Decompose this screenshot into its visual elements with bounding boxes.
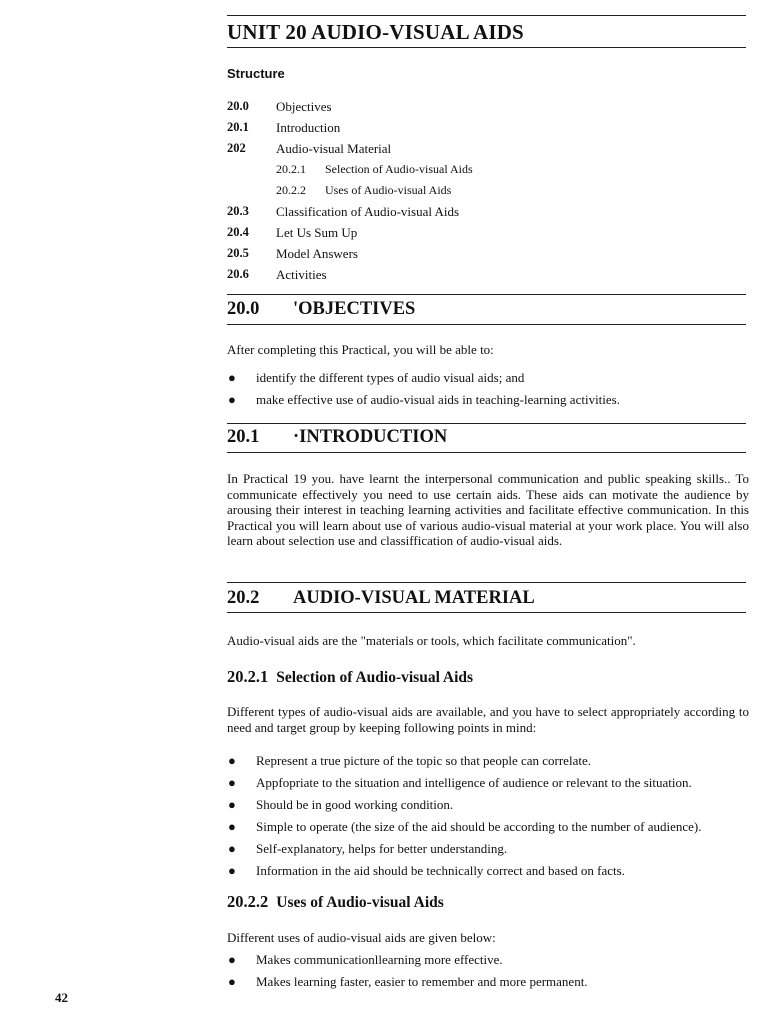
toc-item (227, 264, 746, 285)
introduction-paragraph: In Practical 19 you. have learnt the interpersonal communication and public speaking skills.. To communicate effectively you need to use certain aids. These aids can motivate the audience by arousing their interest in teaching learning activities and facilitate effective communication. In this Practical you will learn about use of various audio-visual material at your work place. You will also learn about selection use and classiffication of audio-visual aids. (227, 471, 749, 548)
structure-list (227, 96, 746, 285)
section-rule (227, 324, 746, 325)
toc-number: 20.3 (227, 204, 249, 218)
bullet-icon: ● (228, 974, 236, 989)
list-item: ● Self-explanatory, helps for better understanding. (227, 838, 751, 860)
subsection-title: Uses of Audio-visual Aids (276, 894, 444, 911)
toc-number: 20.6 (227, 267, 249, 281)
list-item: ● Simple to operate (the size of the aid should be according to the number of audience). (227, 816, 751, 838)
toc-number: 20.0 (227, 99, 249, 113)
section-rule (227, 582, 746, 583)
selection-heading (227, 667, 473, 687)
bullet-icon: ● (228, 370, 236, 385)
bullet-icon: ● (228, 841, 236, 856)
objectives-intro: After completing this Practical, you will be able to: (227, 342, 494, 357)
objectives-heading (227, 299, 415, 320)
uses-list (227, 949, 751, 993)
toc-title: Selection of Audio-visual Aids (325, 162, 473, 176)
toc-title: Introduction (276, 120, 341, 135)
list-item: ● Appfopriate to the situation and intelligence of audience or relevant to the situation. (227, 772, 751, 794)
section-title: 'OBJECTIVES (293, 299, 416, 319)
toc-number: 202 (227, 141, 246, 155)
toc-title: Classification of Audio-visual Aids (276, 204, 460, 219)
title-underline (227, 47, 746, 48)
unit-title: UNIT 20 AUDIO-VISUAL AIDS (227, 20, 524, 44)
material-paragraph: Audio-visual aids are the "materials or tools, which facilitate communication". (227, 633, 636, 648)
list-item: ● Information in the aid should be technically correct and based on facts. (227, 860, 751, 882)
top-rule (227, 15, 746, 16)
bullet-icon: ● (228, 952, 236, 967)
list-item: ● Makes learning faster, easier to remember and more permanent. (227, 971, 751, 993)
subsection-title: Selection of Audio-visual Aids (276, 669, 474, 686)
bullet-icon: ● (228, 863, 236, 878)
toc-title: Model Answers (276, 246, 358, 261)
toc-number: 20.2.1 (276, 162, 306, 176)
section-rule (227, 452, 746, 453)
list-item: ● Makes communicationllearning more effective. (227, 949, 751, 971)
section-rule (227, 423, 746, 424)
selection-paragraph: Different types of audio-visual aids are available, and you have to select appropriately according to need and target group by keeping following points in mind: (227, 704, 749, 735)
toc-number: 20.4 (227, 225, 249, 239)
selection-list (227, 750, 751, 882)
toc-item (227, 117, 746, 138)
toc-item (227, 138, 746, 159)
toc-number: 20.2.2 (276, 183, 306, 197)
material-heading (227, 588, 535, 609)
objectives-list (227, 367, 751, 411)
list-item: ● Should be in good working condition. (227, 794, 751, 816)
toc-subitem (227, 180, 746, 201)
bullet-icon: ● (228, 797, 236, 812)
toc-title: Activities (276, 267, 327, 282)
bullet-icon: ● (228, 753, 236, 768)
section-number: 20.2 (227, 588, 260, 608)
toc-number: 20.5 (227, 246, 249, 260)
introduction-heading (227, 427, 447, 448)
list-item: ● identify the different types of audio visual aids; and (227, 367, 751, 389)
section-number: 20.1 (227, 427, 260, 447)
toc-item (227, 96, 746, 117)
toc-item (227, 201, 746, 222)
toc-item (227, 243, 746, 264)
subsection-number: 20.2.1 (227, 667, 269, 686)
structure-heading: Structure (227, 66, 285, 81)
section-number: 20.0 (227, 299, 260, 319)
section-title: AUDIO-VISUAL MATERIAL (293, 588, 535, 608)
section-rule (227, 612, 746, 613)
bullet-icon: ● (228, 392, 236, 407)
uses-heading (227, 892, 444, 912)
section-title: ·INTRODUCTION (293, 427, 448, 447)
toc-title: Audio-visual Material (276, 141, 392, 156)
toc-title: Objectives (276, 99, 332, 114)
subsection-number: 20.2.2 (227, 892, 269, 911)
bullet-icon: ● (228, 819, 236, 834)
page-number: 42 (55, 990, 68, 1005)
toc-subitem (227, 159, 746, 180)
toc-number: 20.1 (227, 120, 249, 134)
uses-paragraph: Different uses of audio-visual aids are given below: (227, 930, 496, 945)
toc-title: Uses of Audio-visual Aids (325, 183, 452, 197)
toc-title: Let Us Sum Up (276, 225, 358, 240)
toc-item (227, 222, 746, 243)
list-item: ● Represent a true picture of the topic so that people can correlate. (227, 750, 751, 772)
bullet-icon: ● (228, 775, 236, 790)
list-item: ● make effective use of audio-visual aids in teaching-learning activities. (227, 389, 751, 411)
section-rule (227, 294, 746, 295)
